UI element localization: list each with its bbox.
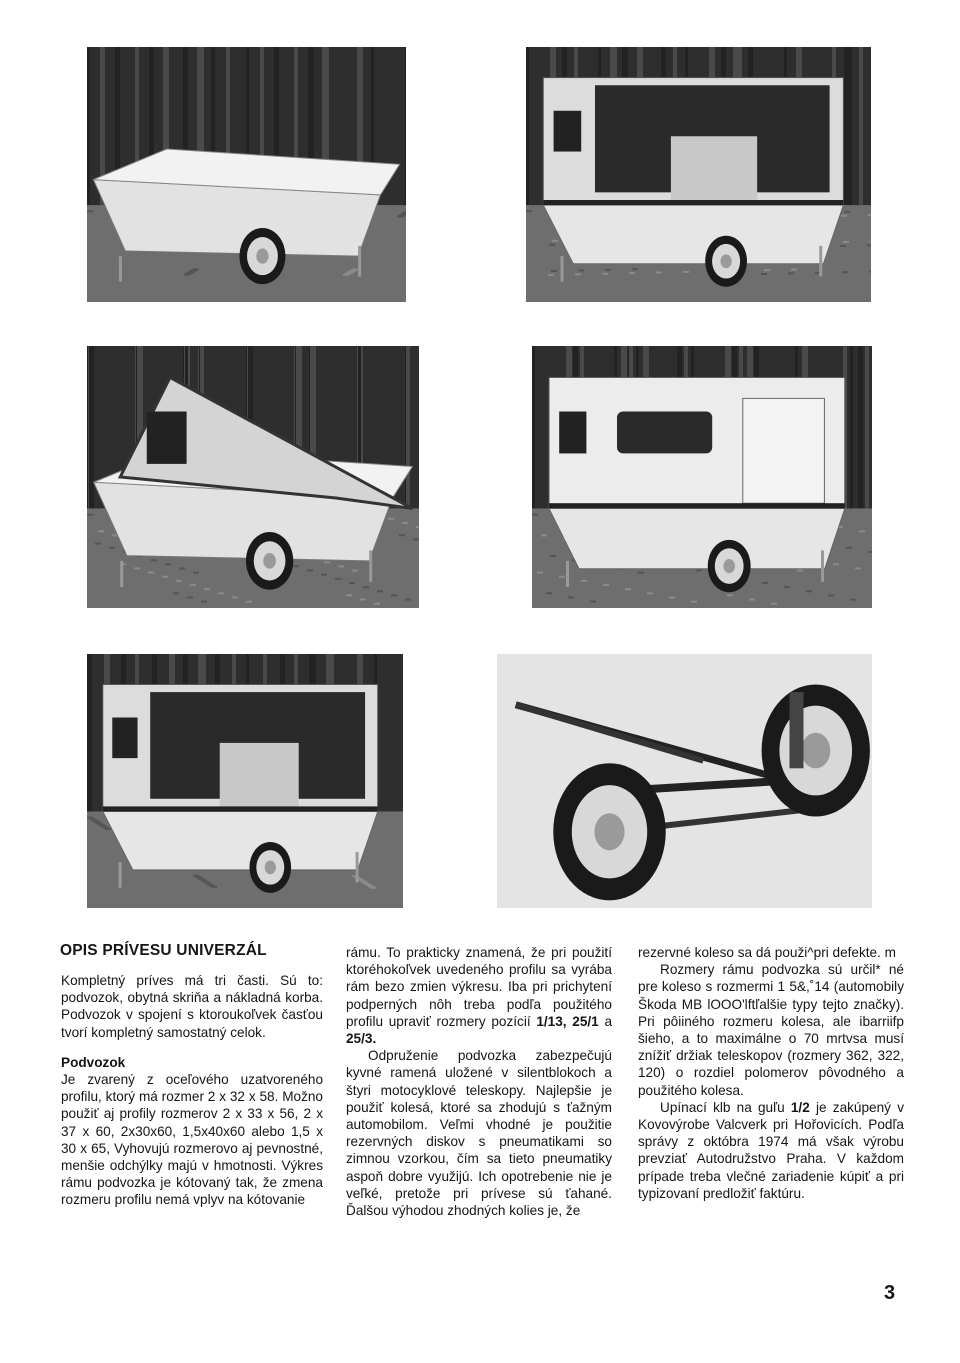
- frame-paragraph: [346, 944, 612, 1047]
- photo-cabin-front-open: [87, 654, 403, 908]
- photo-chassis: [497, 654, 872, 908]
- photo-lid-raised: [87, 346, 419, 608]
- coupling-text-b: je zakúpený v Kovovýrobe Valcverk pri Hořovicích. Podľa správy z októbra 1974 má však výrobu prevziať Autodružstvo Praha. V každom prípade treba vlečné zariadenie kúpiť a pri typizovaní predložiť faktúru.: [638, 1099, 904, 1201]
- podvozok-section: [61, 1054, 323, 1209]
- intro-paragraph: Kompletný príves má tri časti. Sú to: podvozok, obytná skriňa a nákladná korba. Podvozok v spojení s ktoroukoľvek časťou tvorí kompletný samostatný celok.: [61, 973, 323, 1040]
- suspension-paragraph: Odpruženie podvozka zabezpečujú kyvné ramená uložené v silentblokoch a štyri motocyklové teleskopy. Najlepšie je použiť kolesá, ktoré sa zhodujú s ťažným automobilom. Veľmi vhodné je použitie rezervných diskov s pneumatikami so zimnou vzorkou, čím sa tieto pneumatiky aspoň dobre využijú. Ich opotrebenie nie je veľké, pretože pri prívese sú ťahané. Ďalšou výhodou zhodných kolies je, že: [346, 1048, 612, 1219]
- coupling-paragraph: [638, 1099, 904, 1202]
- coupling-text-a: Upínací klb na guľu: [660, 1099, 785, 1115]
- photo-cabin-side-open: [526, 47, 871, 302]
- wheel-size-paragraph: Rozmery rámu podvozka sú určil* né pre koleso s rozmermi 1 5&,˚14 (automobily Škoda MB lOOO'lftľalšie typy tejto značky). Pri pôiiného rozmeru kolesa, ale ibarriifp šieho, a to maximálne o 70 mrtvsa musí znížiť držiak teleskopov (rozmery 362, 322, 120) o rozdiel polomerov pôvodného a použitého kolesa.: [638, 962, 904, 1098]
- text-column-1: [61, 972, 323, 1209]
- ref-position-25-1: 25/1: [572, 1013, 599, 1029]
- subheading-podvozok: Podvozok: [61, 1054, 126, 1070]
- ref-conjunction: a: [604, 1013, 612, 1029]
- podvozok-paragraph: Je zvarený z oceľového uzatvoreného profilu, ktorý má rozmer 2 x 32 x 58. Možno použiť aj profily rozmerov 2 x 33 x 56, 2 x 37 x 60, 2x30x60, 1,5x40x60 alebo 1,5 x 30 x 65, Vyhovujú rozmerovo aj pevnostné, menšie odchýlky majú v hmotnosti. Výkres rámu podvozka je kótovaný tak, že zmena rozmeru profilu nemá vplyv na kótovanie: [61, 1072, 323, 1208]
- article-title: OPIS PRÍVESU UNIVERZÁL: [60, 942, 267, 959]
- text-column-3: [638, 944, 904, 1202]
- spare-wheel-paragraph: rezervné koleso sa dá použi^pri defekte. m: [638, 945, 896, 960]
- ref-position-1-2: 1/2: [790, 1099, 810, 1115]
- ref-position-25-3: 25/3.: [346, 1031, 377, 1047]
- photo-cabin-closed: [532, 346, 872, 608]
- frame-paragraph-text: rámu. To prakticky znamená, že pri použití ktoréhokoľvek uvedeného profilu sa vyrába rám bezo zmien výkresu. Iba pri prichytení podperných nôh treba podľa použitého profilu upraviť rozmery pozícií: [346, 945, 612, 1029]
- ref-position-1-13: 1/13,: [536, 1013, 567, 1029]
- photo-closed-trailer: [87, 47, 406, 302]
- page-number: 3: [884, 1282, 896, 1304]
- text-column-2: [346, 944, 612, 1219]
